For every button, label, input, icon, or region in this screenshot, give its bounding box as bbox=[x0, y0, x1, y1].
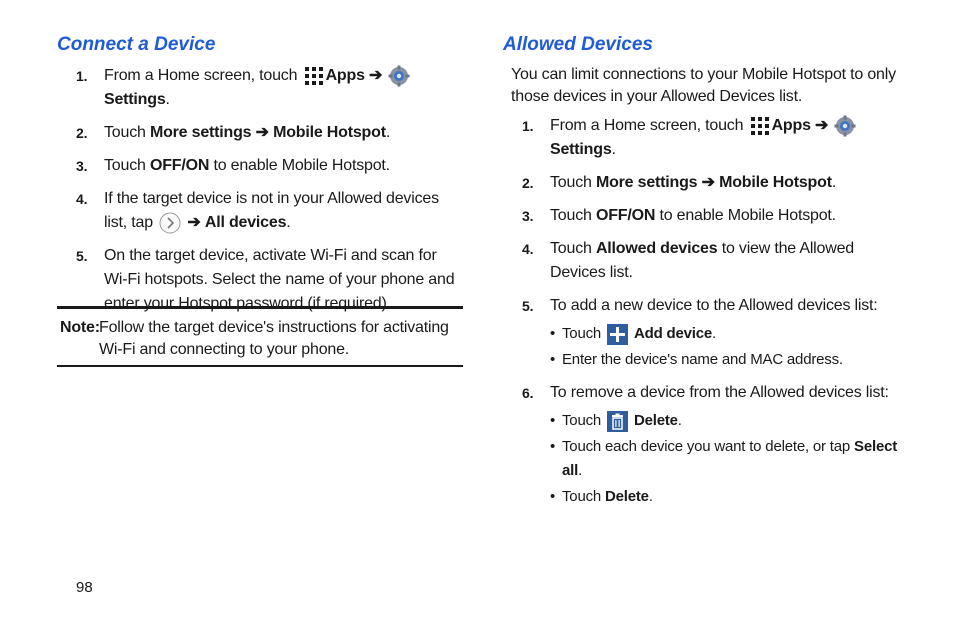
step: 2. Touch More settings ➔ Mobile Hotspot. bbox=[522, 174, 837, 191]
note-box: Note: Follow the target device's instructions for activating Wi-Fi and connecting to your phone. bbox=[57, 306, 463, 367]
settings-gear-icon bbox=[834, 115, 856, 137]
right-column bbox=[503, 34, 913, 518]
connect-steps bbox=[57, 64, 463, 316]
step: 1. From a Home screen, touch Apps ➔ Settings. bbox=[57, 64, 463, 112]
step: 3. Touch OFF/ON to enable Mobile Hotspot. bbox=[522, 207, 836, 224]
settings-gear-icon bbox=[388, 65, 410, 87]
substep: • Touch Delete. bbox=[550, 485, 913, 509]
plus-icon bbox=[607, 324, 628, 345]
step: 5. To add a new device to the Allowed devices list: • Touch Add device. • Enter the device's name and MAC address. bbox=[503, 294, 913, 372]
step: 1. From a Home screen, touch Apps ➔ Settings. bbox=[503, 114, 913, 162]
substeps bbox=[550, 322, 913, 372]
substep: • Touch Delete. bbox=[550, 409, 913, 433]
step: 4. If the target device is not in your Allowed devices list, tap ➔ All devices. bbox=[57, 187, 463, 235]
section-title-allowed: Allowed Devices bbox=[503, 34, 653, 55]
step: 6. To remove a device from the Allowed devices list: • Touch Delete. • Touch each device you want to delete, or tap Select all. • Touch Delete. bbox=[503, 381, 913, 509]
section-title-connect: Connect a Device bbox=[57, 34, 216, 55]
step: 2. Touch More settings ➔ Mobile Hotspot. bbox=[76, 124, 391, 141]
substeps bbox=[550, 409, 913, 509]
trash-icon bbox=[607, 411, 628, 432]
apps-grid-icon bbox=[304, 66, 324, 86]
step: 3. Touch OFF/ON to enable Mobile Hotspot. bbox=[76, 157, 390, 174]
substep: • Touch each device you want to delete, or tap Select all. bbox=[550, 435, 913, 483]
substep: • Touch Add device. bbox=[550, 322, 913, 346]
page-number: 98 bbox=[76, 579, 93, 596]
apps-grid-icon bbox=[750, 116, 770, 136]
left-column bbox=[57, 34, 463, 325]
substep: • Enter the device's name and MAC address. bbox=[550, 348, 913, 372]
chevron-right-icon bbox=[159, 212, 181, 234]
step: 5. On the target device, activate Wi-Fi and scan for Wi-Fi hotspots. Select the name of your phone and enter your Hotspot password (if required). bbox=[76, 247, 455, 312]
intro-paragraph: You can limit connections to your Mobile Hotspot to only those devices in your Allowed Devices list. bbox=[511, 66, 896, 105]
allowed-steps bbox=[503, 114, 913, 509]
step: 4. Touch Allowed devices to view the Allowed Devices list. bbox=[522, 240, 854, 281]
